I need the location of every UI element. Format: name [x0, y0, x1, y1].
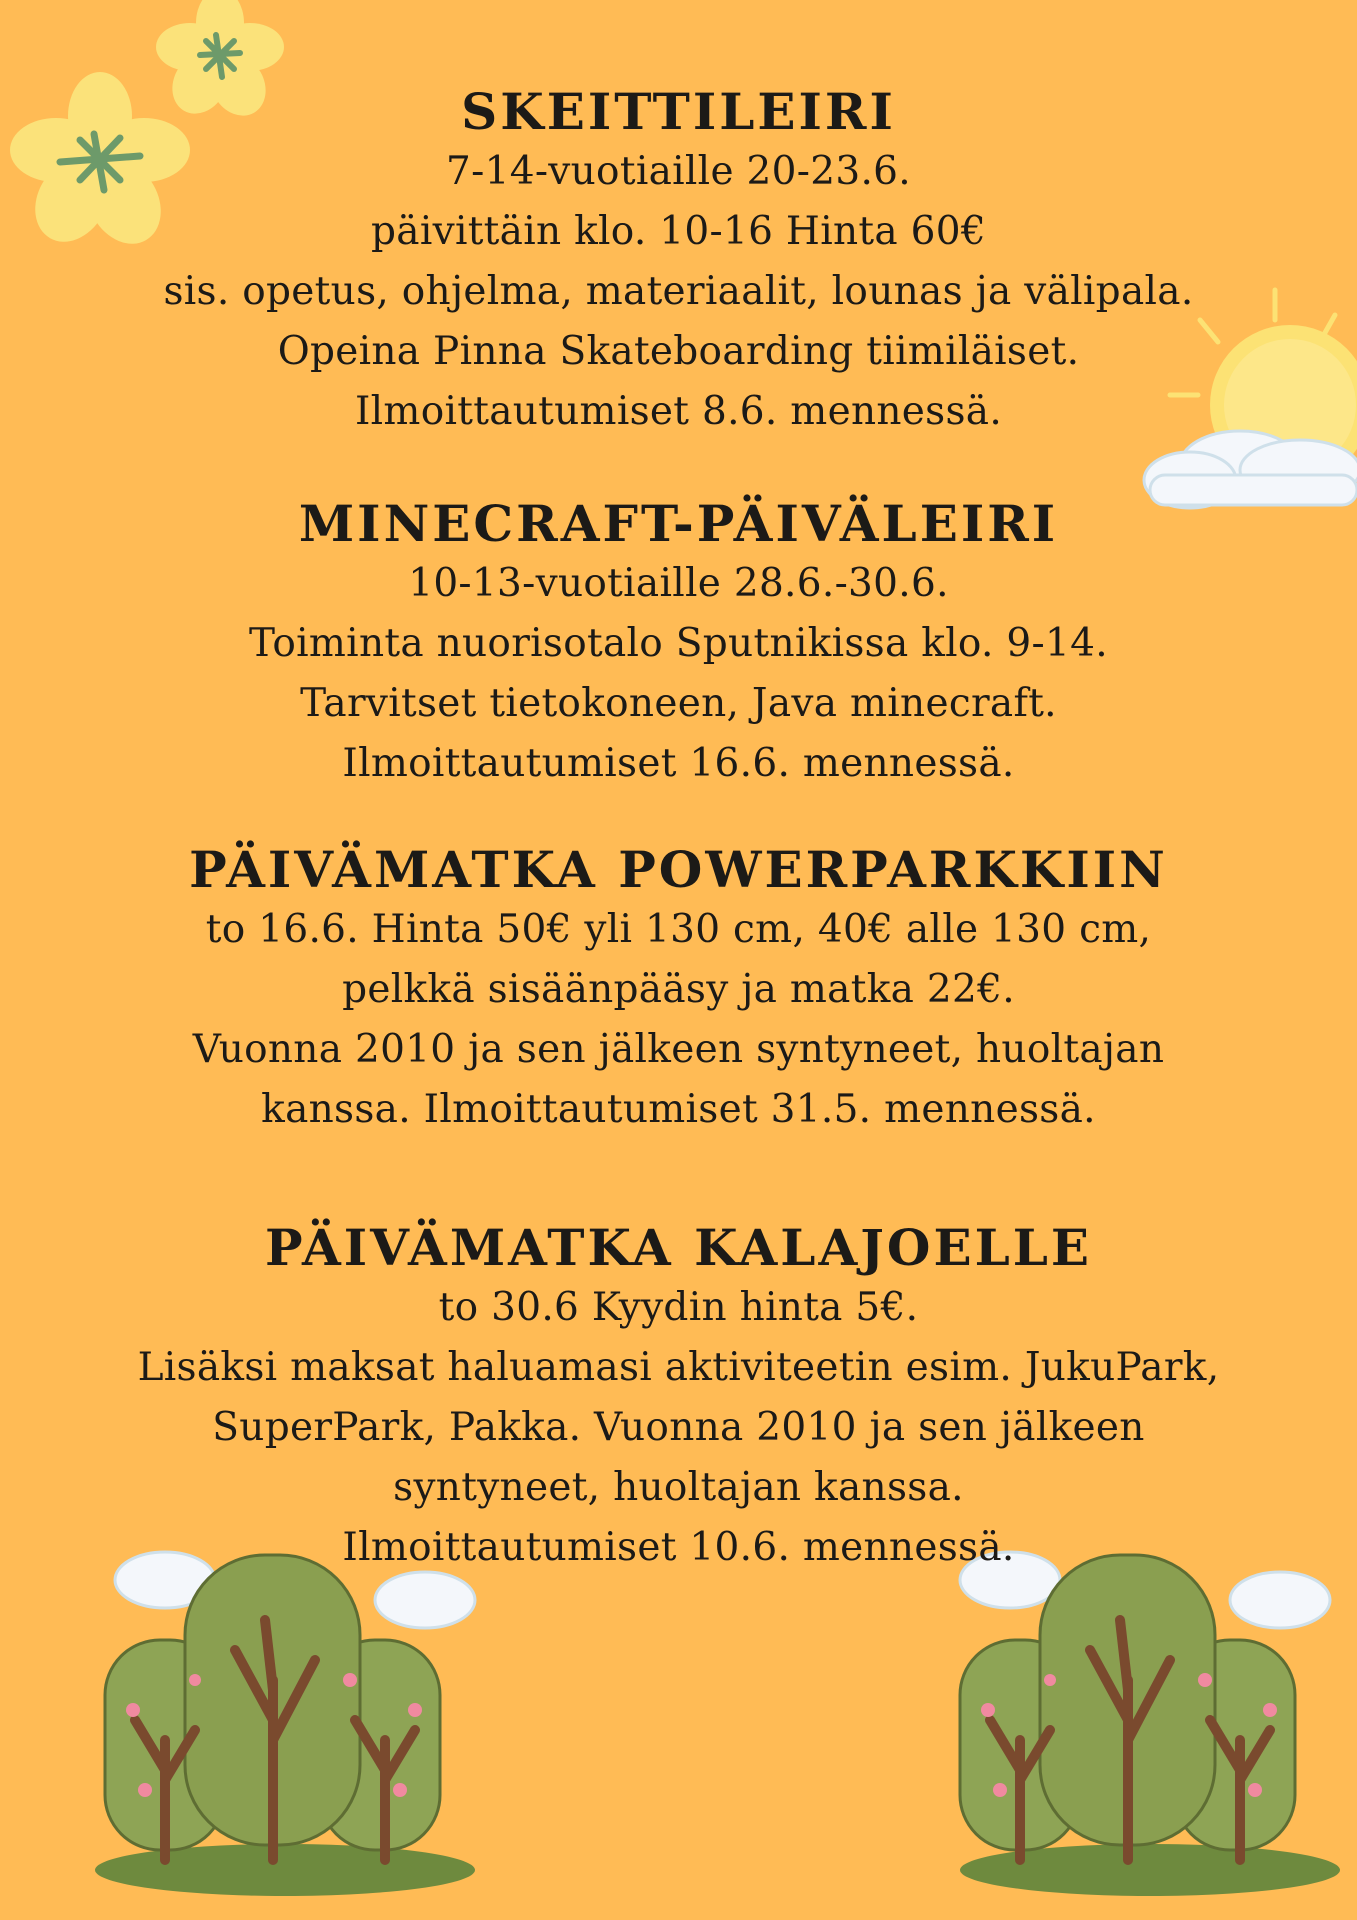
section-line: sis. opetus, ohjelma, materiaalit, lounas ja välipala.	[163, 269, 1194, 314]
section-line: Tarvitset tietokoneen, Java minecraft.	[300, 681, 1057, 726]
section-line: syntyneet, huoltajan kanssa.	[393, 1465, 964, 1510]
section-title: SKEITTILEIRI	[461, 82, 896, 141]
section-line: pelkkä sisäänpääsy ja matka 22€.	[342, 967, 1015, 1012]
section-title: MINECRAFT-PÄIVÄLEIRI	[298, 494, 1059, 553]
trees-icon	[85, 1540, 485, 1900]
section-line: to 30.6 Kyydin hinta 5€.	[438, 1285, 919, 1330]
section-kalajoki	[0, 1218, 1357, 1578]
section-line: Lisäksi maksat haluamasi aktiviteetin esim. JukuPark,	[137, 1345, 1220, 1390]
section-title: PÄIVÄMATKA KALAJOELLE	[264, 1218, 1092, 1277]
section-line: 7-14-vuotiaille 20-23.6.	[446, 149, 911, 194]
section-line: Toiminta nuorisotalo Sputnikissa klo. 9-14.	[249, 621, 1108, 666]
section-line: Vuonna 2010 ja sen jälkeen syntyneet, huoltajan	[192, 1027, 1165, 1072]
section-minecraft	[0, 494, 1357, 794]
section-line: Opeina Pinna Skateboarding tiimiläiset.	[277, 329, 1080, 374]
section-line: Ilmoittautumiset 16.6. mennessä.	[342, 741, 1015, 786]
section-line: Ilmoittautumiset 8.6. mennessä.	[354, 389, 1003, 434]
section-line: kanssa. Ilmoittautumiset 31.5. mennessä.	[261, 1087, 1096, 1132]
section-line: to 16.6. Hinta 50€ yli 130 cm, 40€ alle 130 cm,	[205, 907, 1152, 952]
section-skeittileiri	[0, 82, 1357, 442]
trees-icon	[950, 1540, 1350, 1900]
section-line: 10-13-vuotiaille 28.6.-30.6.	[408, 561, 949, 606]
section-title: PÄIVÄMATKA POWERPARKKIIN	[189, 840, 1168, 899]
section-line: Ilmoittautumiset 10.6. mennessä.	[342, 1525, 1015, 1570]
section-powerpark	[0, 840, 1357, 1140]
section-line: SuperPark, Pakka. Vuonna 2010 ja sen jälkeen	[212, 1405, 1145, 1450]
section-line: päivittäin klo. 10-16 Hinta 60€	[371, 209, 986, 254]
